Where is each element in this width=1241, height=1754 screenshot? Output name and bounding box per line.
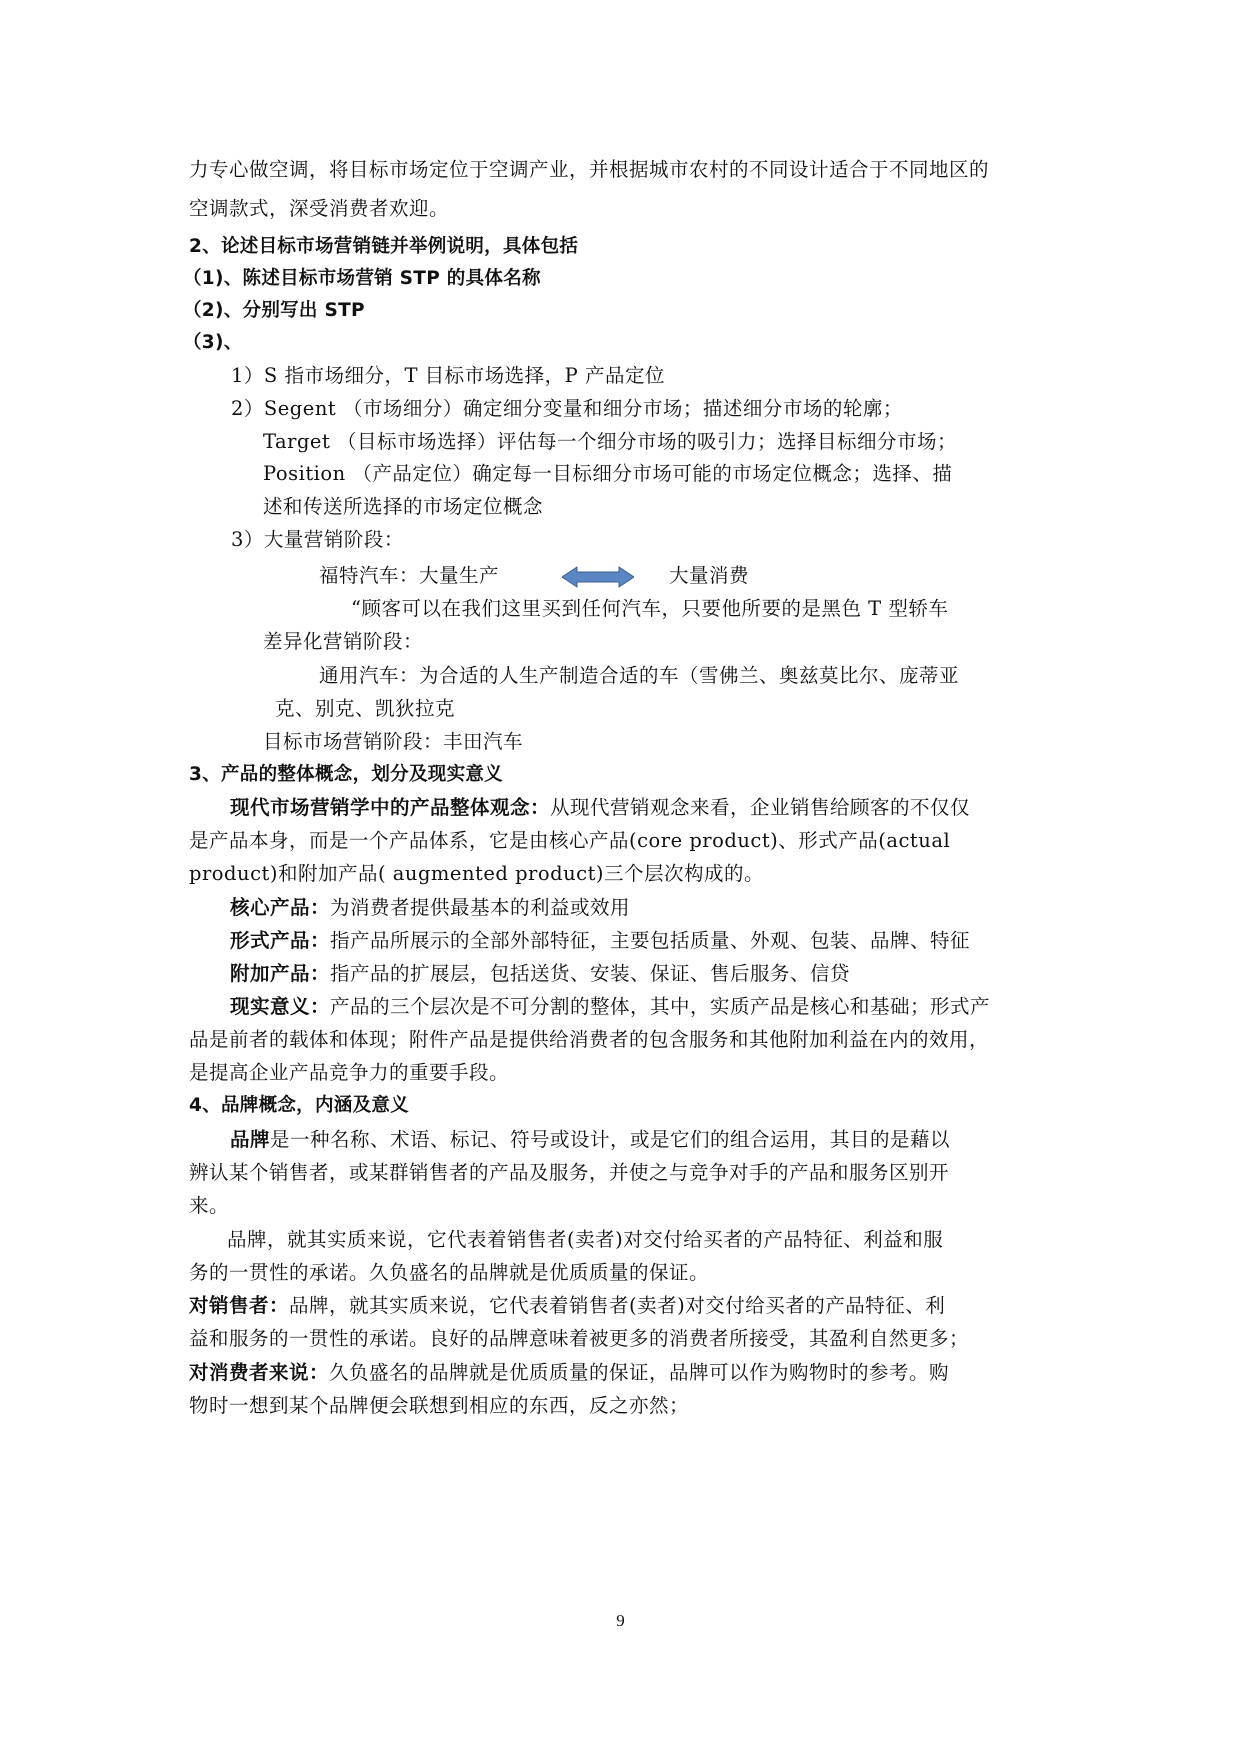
paragraph-line: product)和附加产品( augmented product)三个层次构成的。: [189, 862, 765, 885]
term-label: 核心产品：: [230, 896, 331, 919]
paragraph-line: 品是前者的载体和体现；附件产品是提供给消费者的包含服务和其他附加利益在内的效用，: [189, 1028, 990, 1051]
list-item-continuation: 通用汽车：为合适的人生产制造合适的车（雪佛兰、奥兹莫比尔、庞蒂亚: [319, 664, 960, 687]
paragraph-line: 务的一贯性的承诺。久负盛名的品牌就是优质质量的保证。: [189, 1261, 710, 1284]
sub-heading: （2)、分别写出 STP: [183, 300, 365, 321]
page-number: 9: [616, 1611, 625, 1630]
list-item-continuation: 述和传送所选择的市场定位概念: [263, 495, 544, 518]
term-label: 对销售者：: [189, 1294, 290, 1317]
paragraph-line: 是提高企业产品竞争力的重要手段。: [189, 1061, 510, 1084]
paragraph-line: 对销售者：品牌，就其实质来说，它代表着销售者(卖者)对交付给买者的产品特征、利: [189, 1294, 946, 1317]
section-heading: 3、产品的整体概念，划分及现实意义: [189, 764, 503, 785]
paragraph-line: 现实意义：产品的三个层次是不可分割的整体，其中，实质产品是核心和基础；形式产: [230, 995, 991, 1018]
term-label: 品牌: [230, 1128, 271, 1151]
term-label: 对消费者来说：: [189, 1361, 330, 1384]
paragraph-line: 来。: [189, 1194, 230, 1217]
term-label: 现实意义：: [230, 995, 331, 1018]
list-item: 2）Segent （市场细分）确定细分变量和细分市场；描述细分市场的轮廓；: [231, 397, 903, 420]
paragraph-line: 现代市场营销学中的产品整体观念：从现代营销观念来看，企业销售给顾客的不仅仅: [230, 796, 971, 819]
list-item-continuation: 克、别克、凯狄拉克: [275, 697, 456, 720]
paragraph-line: 对消费者来说：久负盛名的品牌就是优质质量的保证，品牌可以作为购物时的参考。购: [189, 1361, 950, 1384]
section-heading: 4、品牌概念，内涵及意义: [189, 1095, 409, 1116]
section-heading: 2、论述目标市场营销链并举例说明，具体包括: [189, 236, 579, 257]
double-arrow-icon: [562, 565, 634, 589]
term-label: 附加产品：: [230, 962, 331, 985]
paragraph-line: 力专心做空调，将目标市场定位于空调产业，并根据城市农村的不同设计适合于不同地区的: [189, 158, 990, 181]
list-item-continuation: 差异化营销阶段：: [263, 630, 424, 653]
list-item: 3）大量营销阶段：: [231, 528, 404, 551]
paragraph-line: 空调款式，深受消费者欢迎。: [189, 197, 450, 220]
sub-heading: （3)、: [183, 332, 243, 353]
list-item-continuation: Target （目标市场选择）评估每一个细分市场的吸引力；选择目标细分市场；: [263, 430, 957, 453]
list-item: 1）S 指市场细分，T 目标市场选择，P 产品定位: [231, 364, 665, 387]
mass-consumption: 大量消费: [669, 564, 750, 587]
ford-quote: “顾客可以在我们这里买到任何汽车，只要他所要的是黑色 T 型轿车: [351, 597, 949, 620]
paragraph-line: 附加产品：指产品的扩展层，包括送货、安装、保证、售后服务、信贷: [230, 962, 851, 985]
paragraph-line: 是产品本身，而是一个产品体系，它是由核心产品(core product)、形式产品(actual: [189, 829, 951, 852]
paragraph-line: 物时一想到某个品牌便会联想到相应的东西，反之亦然；: [189, 1394, 690, 1417]
paragraph-line: 辨认某个销售者，或某群销售者的产品及服务，并使之与竞争对手的产品和服务区别开: [189, 1161, 950, 1184]
list-item-continuation: Position （产品定位）确定每一目标细分市场可能的市场定位概念；选择、描: [263, 462, 953, 485]
paragraph-line: 核心产品：为消费者提供最基本的利益或效用: [230, 896, 631, 919]
paragraph-line: 形式产品：指产品所展示的全部外部特征，主要包括质量、外观、包装、品牌、特征: [230, 929, 971, 952]
paragraph-line: 品牌，就其实质来说，它代表着销售者(卖者)对交付给买者的产品特征、利益和服: [227, 1228, 944, 1251]
paragraph-line: 品牌是一种名称、术语、标记、符号或设计，或是它们的组合运用，其目的是藉以: [230, 1128, 951, 1151]
list-item-continuation: 目标市场营销阶段：丰田汽车: [263, 730, 524, 753]
paragraph-line: 益和服务的一贯性的承诺。良好的品牌意味着被更多的消费者所接受，其盈利自然更多；: [189, 1327, 970, 1350]
term-label: 现代市场营销学中的产品整体观念：: [230, 796, 551, 819]
sub-heading: （1)、陈述目标市场营销 STP 的具体名称: [183, 268, 541, 289]
ford-mass-production: 福特汽车：大量生产: [319, 564, 500, 587]
term-label: 形式产品：: [230, 929, 331, 952]
